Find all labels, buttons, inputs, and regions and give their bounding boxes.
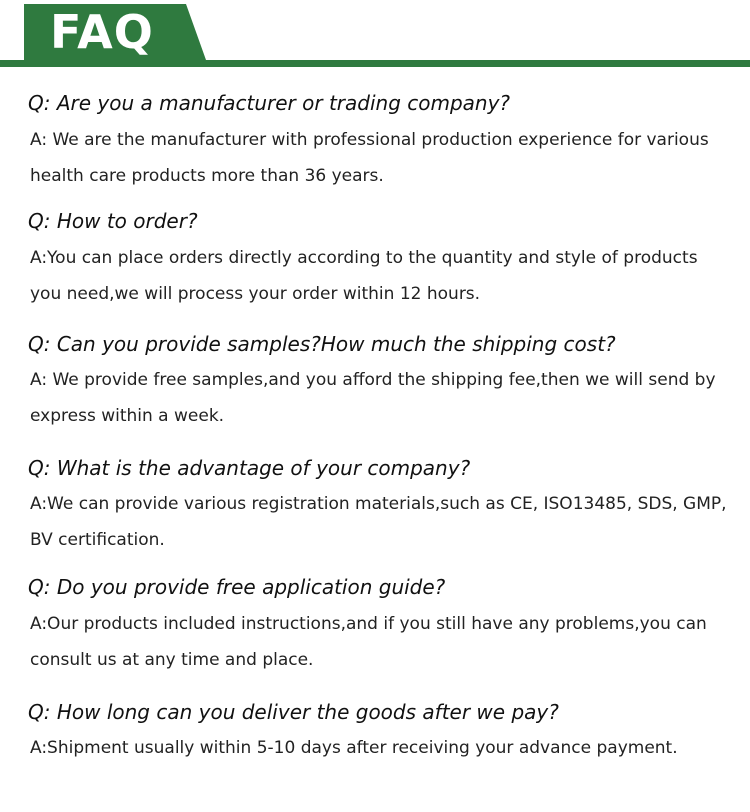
faq-question-6: Q: How long can you deliver the goods after we pay? — [28, 700, 559, 724]
faq-answer-1: A: We are the manufacturer with professional production experience for various health care products more than 36 years. — [30, 130, 709, 186]
faq-question-4: Q: What is the advantage of your company? — [28, 456, 471, 480]
faq-header — [0, 0, 750, 68]
faq-question-3: Q: Can you provide samples?How much the shipping cost? — [28, 332, 616, 356]
faq-question-1: Q: Are you a manufacturer or trading company? — [28, 91, 511, 115]
header-divider — [0, 60, 750, 67]
faq-answer-5: A:Our products included instructions,and if you still have any problems,you can consult us at any time and place. — [30, 614, 707, 670]
faq-question-2: Q: How to order? — [28, 209, 198, 233]
faq-answer-6: A:Shipment usually within 5-10 days after receiving your advance payment. — [30, 738, 678, 758]
faq-question-5: Q: Do you provide free application guide? — [28, 575, 446, 599]
faq-answer-2: A:You can place orders directly according to the quantity and style of products you need,we will process your order within 12 hours. — [30, 248, 698, 304]
faq-answer-4: A:We can provide various registration materials,such as CE, ISO13485, SDS, GMP, BV certification. — [30, 494, 727, 550]
faq-answer-3: A: We provide free samples,and you afford the shipping fee,then we will send by express within a week. — [30, 370, 716, 426]
page-title: FAQ — [50, 5, 154, 59]
